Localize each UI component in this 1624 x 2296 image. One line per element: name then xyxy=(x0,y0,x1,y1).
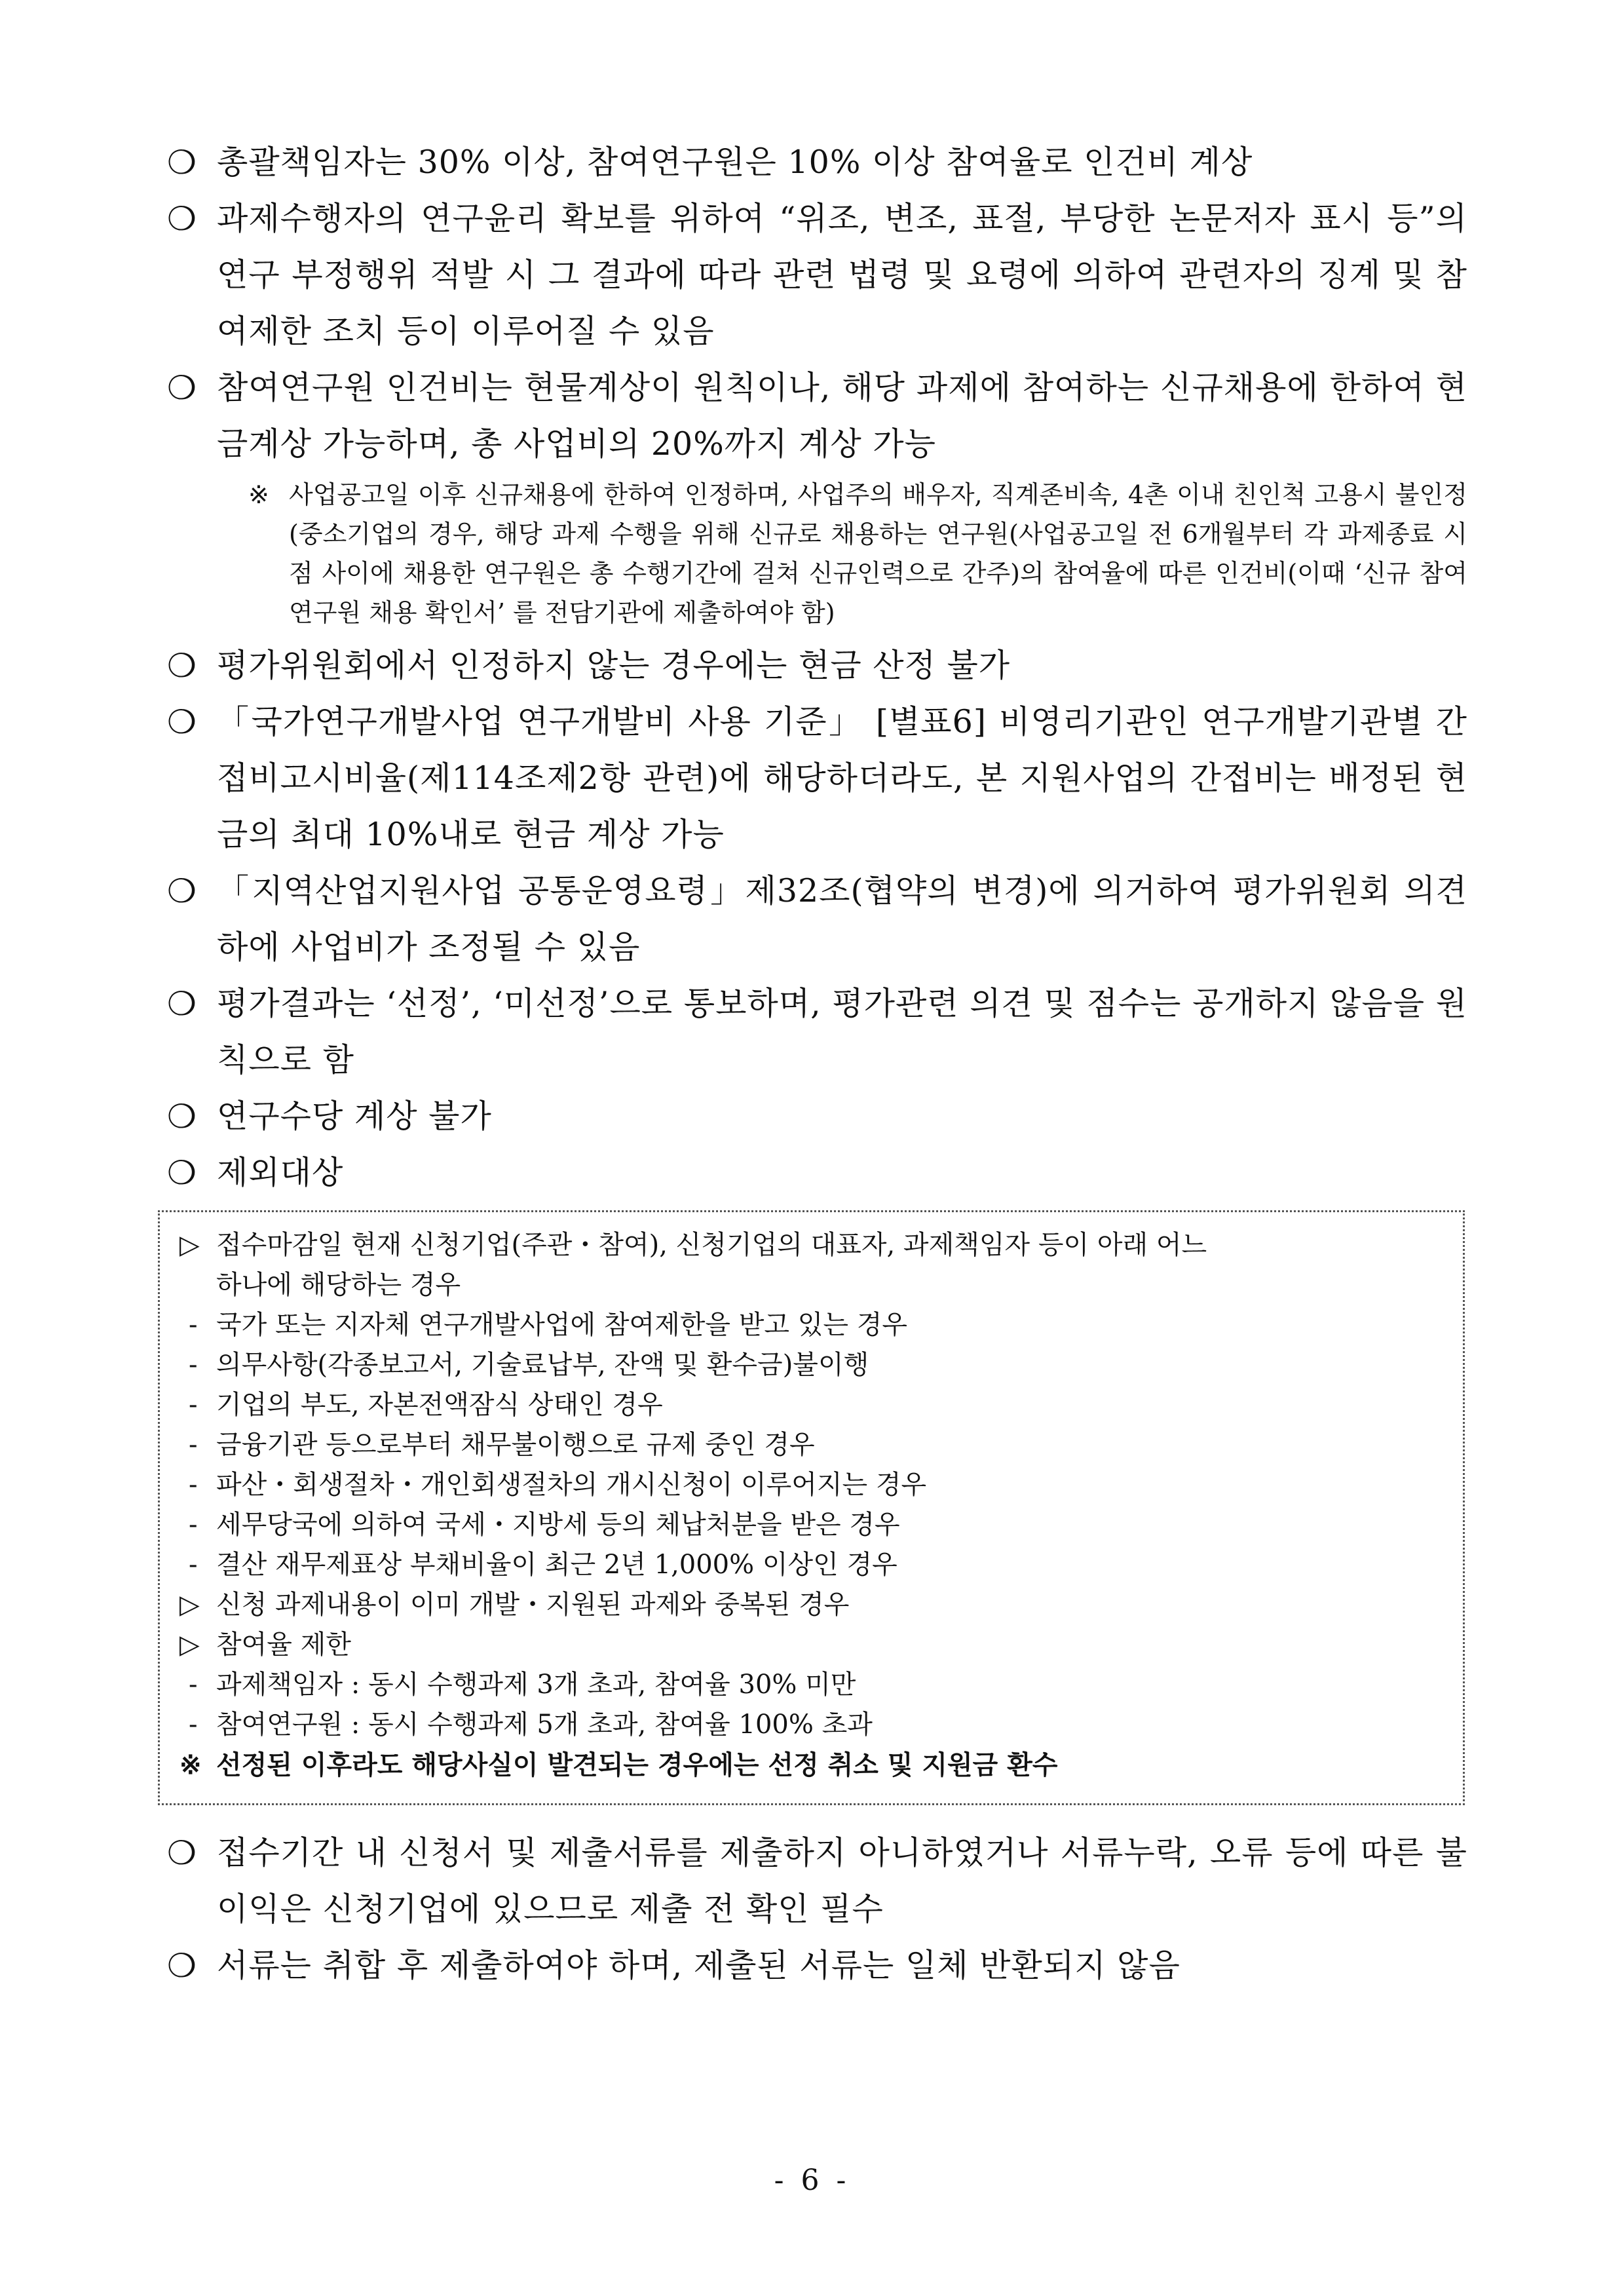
box-list-item xyxy=(179,1465,1443,1505)
item-text: 접수기간 내 신청서 및 제출서류를 제출하지 아니하였거나 서류누락, 오류 등에 따른 불이익은 신청기업에 있으므로 제출 전 확인 필수 xyxy=(217,1834,1467,1928)
item-text: 참여연구원 인건비는 현물계상이 원칙이나, 해당 과제에 참여하는 신규채용에 한하여 현금계상 가능하며, 총 사업비의 20%까지 계상 가능 xyxy=(217,369,1467,463)
note-mark-icon: ※ xyxy=(248,480,269,509)
item-text: 연구수당 계상 불가 xyxy=(217,1098,492,1135)
box-list-item xyxy=(179,1665,1443,1705)
box-list-item xyxy=(179,1345,1443,1385)
circle-bullet-icon: ❍ xyxy=(167,872,197,910)
box-list-text: 세무당국에 의하여 국세・지방세 등의 체납처분을 받은 경우 xyxy=(216,1510,900,1540)
item-text: 평가위원회에서 인정하지 않는 경우에는 현금 산정 불가 xyxy=(217,647,1011,684)
dash-icon: - xyxy=(189,1310,198,1340)
box-list-item xyxy=(179,1305,1443,1345)
item-text: 평가결과는 ‘선정’, ‘미선정’으로 통보하며, 평가관련 의견 및 점수는 공개하지 않음을 원칙으로 함 xyxy=(217,985,1467,1079)
box-warning-text: 선정된 이후라도 해당사실이 발견되는 경우에는 선정 취소 및 지원금 환수 xyxy=(216,1750,1058,1780)
box-list-item xyxy=(179,1505,1443,1545)
box-list-item xyxy=(179,1705,1443,1745)
box-list-text: 참여연구원 : 동시 수행과제 5개 초과, 참여율 100% 초과 xyxy=(216,1710,873,1740)
box-list-text: 결산 재무제표상 부채비율이 최근 2년 1,000% 이상인 경우 xyxy=(216,1550,897,1580)
box-section-text: 신청 과제내용이 이미 개발・지원된 과제와 중복된 경우 xyxy=(216,1590,850,1620)
item-text: 과제수행자의 연구윤리 확보를 위하여 “위조, 변조, 표절, 부당한 논문저자 표시 등”의 연구 부정행위 적발 시 그 결과에 따라 관련 법령 및 요령에 의하여 관련자의 징계 및 참여제한 조치 등이 이루어질 수 있음 xyxy=(217,200,1467,350)
circle-bullet-icon: ❍ xyxy=(167,1098,197,1136)
document-page xyxy=(167,134,1467,1994)
dash-icon: - xyxy=(189,1470,198,1500)
box-list-text: 과제책임자 : 동시 수행과제 3개 초과, 참여율 30% 미만 xyxy=(216,1670,856,1700)
bullet-item xyxy=(167,1088,1467,1145)
box-list-item xyxy=(179,1385,1443,1425)
box-section-line xyxy=(179,1585,1443,1625)
box-section-text: 참여율 제한 xyxy=(216,1630,351,1660)
bullet-item xyxy=(167,863,1467,976)
circle-bullet-icon: ❍ xyxy=(167,1947,197,1985)
dash-icon: - xyxy=(189,1510,198,1540)
bullet-item xyxy=(167,360,1467,472)
reference-note xyxy=(167,475,1467,632)
box-list-item xyxy=(179,1545,1443,1585)
page-number: - 6 - xyxy=(774,2164,850,2197)
box-section-text: 하나에 해당하는 경우 xyxy=(216,1270,461,1300)
dash-icon: - xyxy=(189,1390,198,1420)
box-section-continuation xyxy=(179,1265,1443,1305)
box-section-text: 접수마감일 현재 신청기업(주관・참여), 신청기업의 대표자, 과제책임자 등이 아래 어느 xyxy=(216,1230,1207,1260)
bullet-item xyxy=(167,694,1467,863)
bullet-item xyxy=(167,1825,1467,1938)
box-list-text: 금융기관 등으로부터 채무불이행으로 규제 중인 경우 xyxy=(216,1430,815,1460)
circle-bullet-icon: ❍ xyxy=(167,647,197,685)
circle-bullet-icon: ❍ xyxy=(167,200,197,238)
bullet-item xyxy=(167,976,1467,1088)
triangle-bullet-icon: ▷ xyxy=(179,1630,200,1660)
bullet-item xyxy=(167,191,1467,360)
circle-bullet-icon: ❍ xyxy=(167,703,197,741)
item-text: 총괄책임자는 30% 이상, 참여연구원은 10% 이상 참여율로 인건비 계상 xyxy=(217,144,1253,181)
triangle-bullet-icon: ▷ xyxy=(179,1230,200,1260)
box-list-text: 파산・회생절차・개인회생절차의 개시신청이 이루어지는 경우 xyxy=(216,1470,927,1500)
dash-icon: - xyxy=(189,1710,198,1740)
circle-bullet-icon: ❍ xyxy=(167,1154,197,1192)
box-list-text: 기업의 부도, 자본전액잠식 상태인 경우 xyxy=(216,1390,663,1420)
note-text: 사업공고일 이후 신규채용에 한하여 인정하며, 사업주의 배우자, 직계존비속, 4촌 이내 친인척 고용시 불인정(중소기업의 경우, 해당 과제 수행을 위해 신규로 채용하는 연구원(사업공고일 전 6개월부터 각 과제종료 시점 사이에 채용한 연구원은 총 수행기간에 걸쳐 신규인력으로 간주)의 참여율에 따른 인건비(이때 ‘신규 참여연구원 채용 확인서’ 를 전담기관에 제출하여야 함) xyxy=(289,480,1467,627)
bullet-item xyxy=(167,134,1467,191)
item-text: 서류는 취합 후 제출하여야 하며, 제출된 서류는 일체 반환되지 않음 xyxy=(217,1947,1180,1984)
box-section-line xyxy=(179,1625,1443,1665)
circle-bullet-icon: ❍ xyxy=(167,144,197,182)
box-section-line xyxy=(179,1225,1443,1265)
exclusion-box xyxy=(158,1210,1465,1805)
bullet-item xyxy=(167,638,1467,694)
note-mark-icon: ※ xyxy=(179,1750,202,1780)
box-list-text: 의무사항(각종보고서, 기술료납부, 잔액 및 환수금)불이행 xyxy=(216,1350,869,1380)
bullet-item xyxy=(167,1938,1467,1994)
box-list-text: 국가 또는 지자체 연구개발사업에 참여제한을 받고 있는 경우 xyxy=(216,1310,908,1340)
box-warning xyxy=(179,1745,1443,1785)
item-text: 「국가연구개발사업 연구개발비 사용 기준」 [별표6] 비영리기관인 연구개발기관별 간접비고시비율(제114조제2항 관련)에 해당하더라도, 본 지원사업의 간접비는 배정된 현금의 최대 10%내로 현금 계상 가능 xyxy=(217,703,1467,853)
dash-icon: - xyxy=(189,1670,198,1700)
item-text: 「지역산업지원사업 공통운영요령」제32조(협약의 변경)에 의거하여 평가위원회 의견 하에 사업비가 조정될 수 있음 xyxy=(217,872,1467,966)
bullet-item xyxy=(167,1145,1467,1201)
dash-icon: - xyxy=(189,1350,198,1380)
circle-bullet-icon: ❍ xyxy=(167,985,197,1023)
circle-bullet-icon: ❍ xyxy=(167,1834,197,1872)
box-list-item xyxy=(179,1425,1443,1465)
item-text: 제외대상 xyxy=(217,1154,344,1191)
circle-bullet-icon: ❍ xyxy=(167,369,197,407)
triangle-bullet-icon: ▷ xyxy=(179,1590,200,1620)
dash-icon: - xyxy=(189,1430,198,1460)
dash-icon: - xyxy=(189,1550,198,1580)
